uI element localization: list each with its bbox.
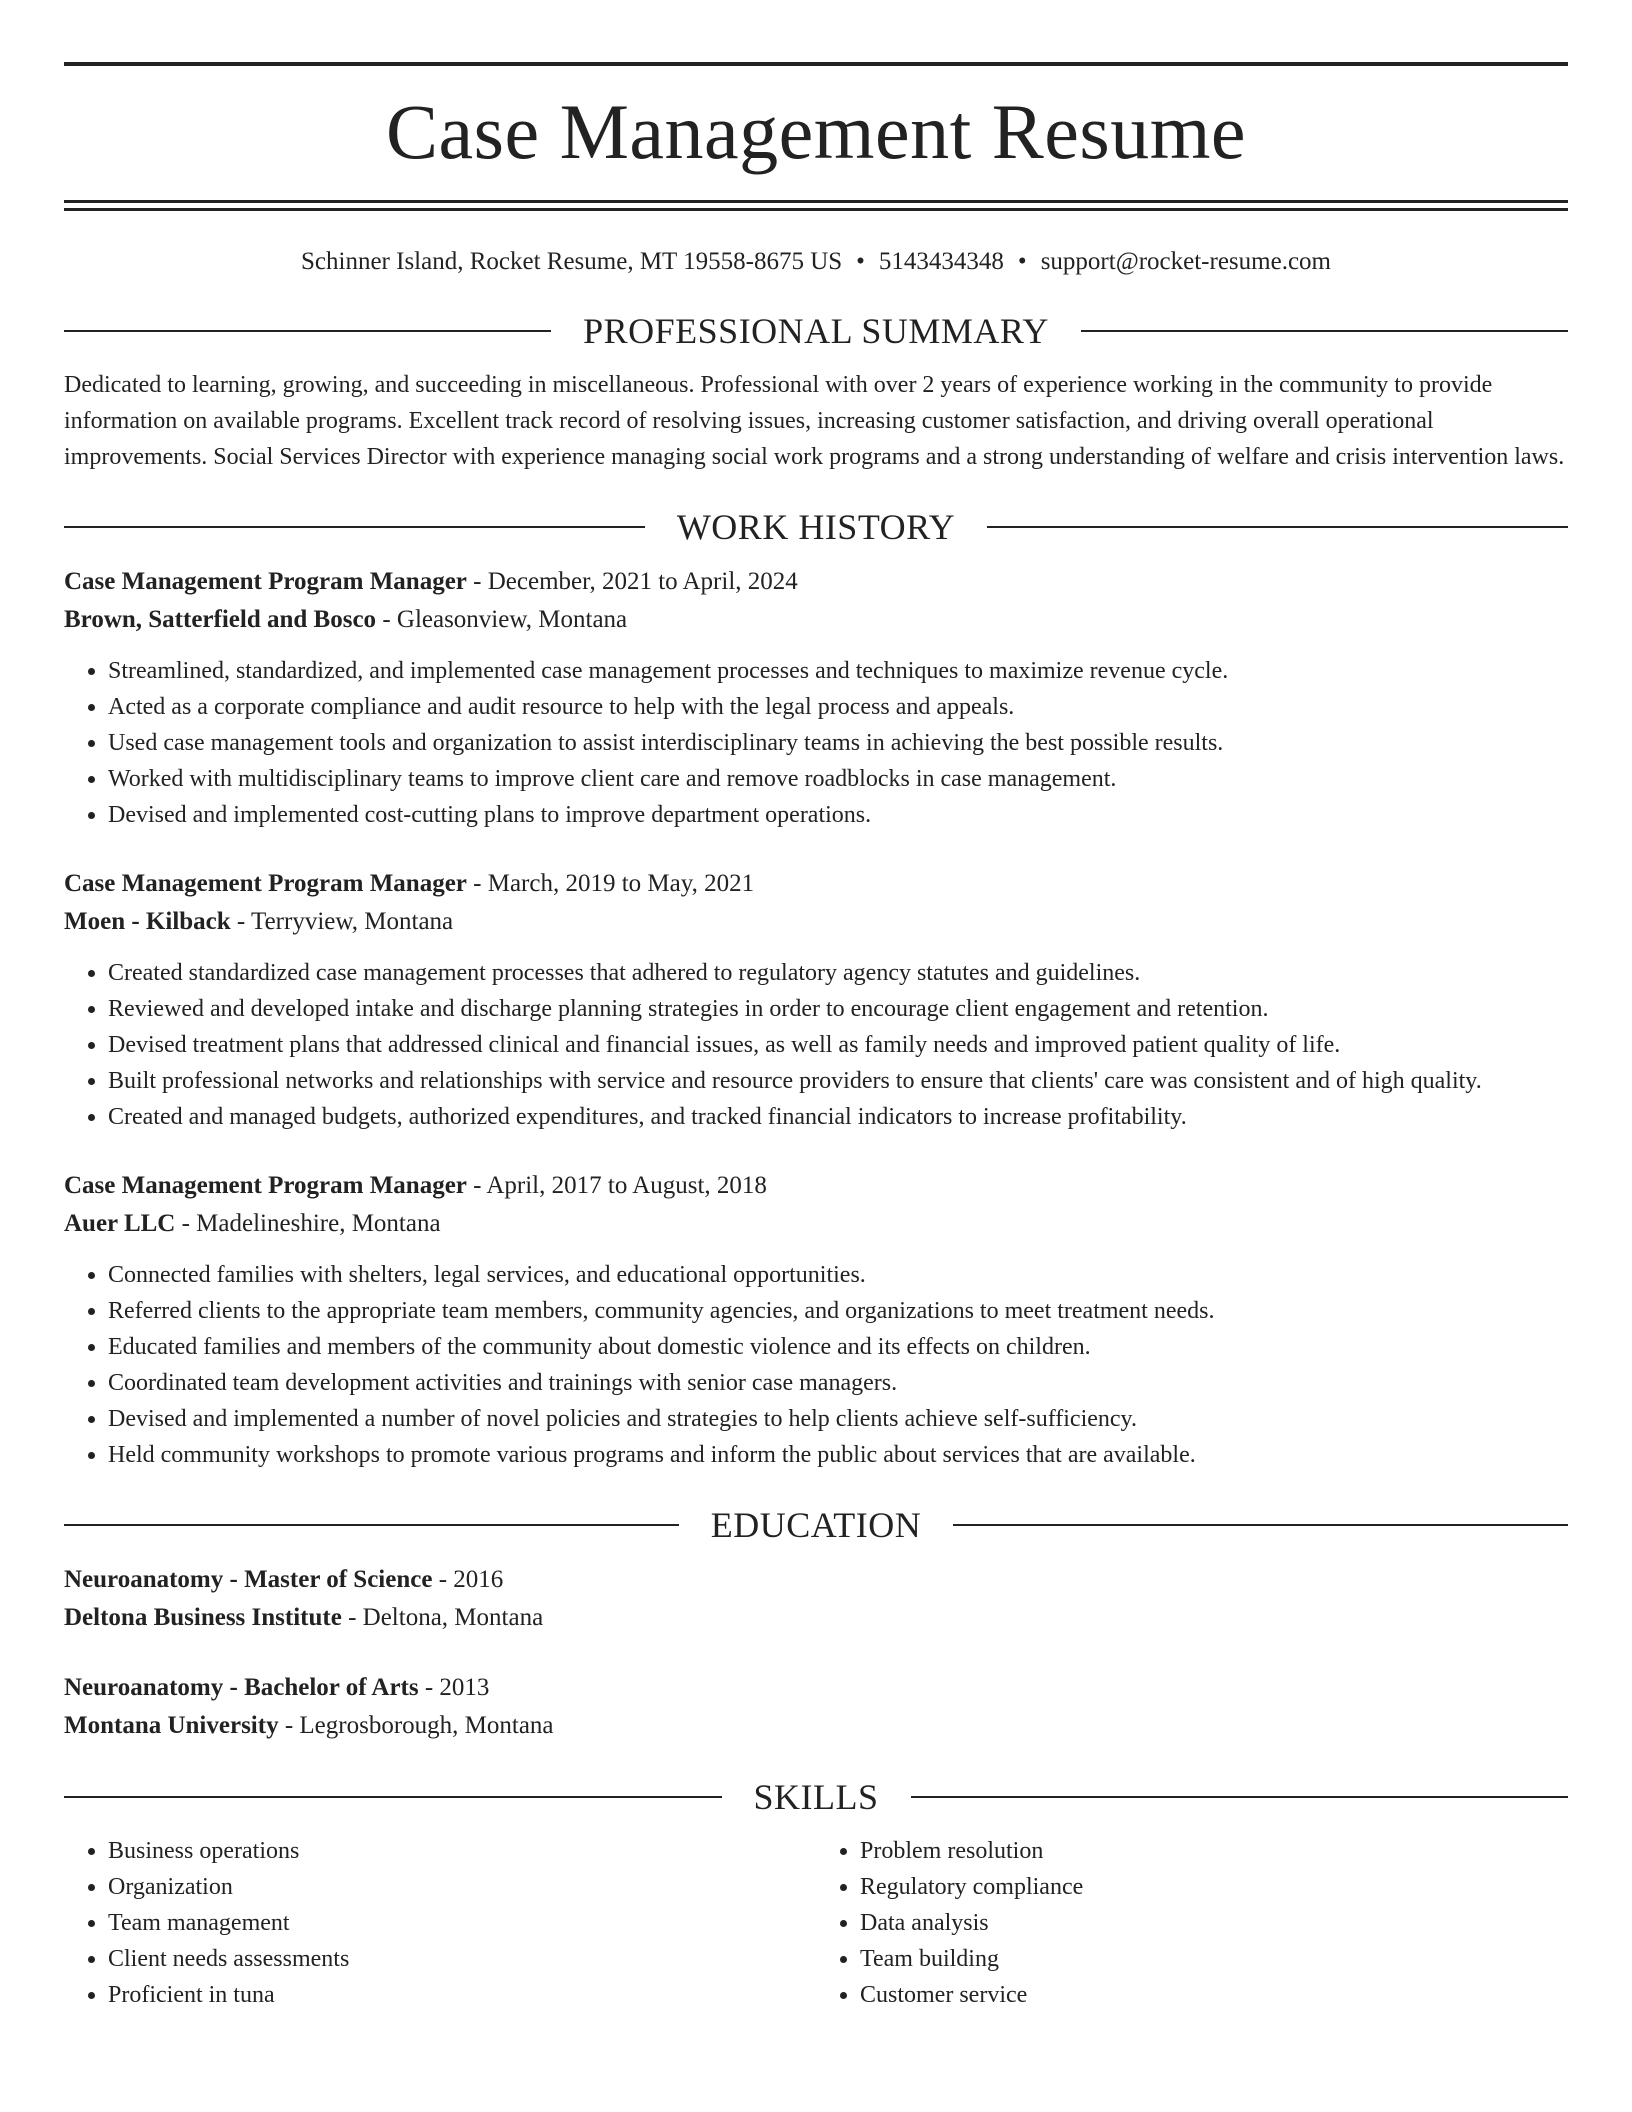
list-item: • Proficient in tuna (108, 1977, 816, 2013)
school-line (64, 1707, 1568, 1745)
degree-line (64, 1669, 1568, 1707)
section-header-skills (64, 1775, 1568, 1819)
job-title: Case Management Program Manager (64, 1172, 467, 1199)
section-header-summary (64, 309, 1568, 353)
list-item: • Regulatory compliance (860, 1869, 1568, 1905)
list-item: • Connected families with shelters, legal services, and educational opportunities. (108, 1257, 1568, 1293)
job-location: - Madelineshire, Montana (175, 1210, 441, 1237)
section-rule (64, 1524, 679, 1526)
job-company: Brown, Satterfield and Bosco (64, 606, 377, 633)
job-title: Case Management Program Manager (64, 870, 467, 897)
list-item: • Created standardized case management processes that adhered to regulatory agency statutes and guidelines. (108, 955, 1568, 991)
top-rule (64, 62, 1568, 66)
title-double-rule (64, 200, 1568, 211)
skills-left-list (64, 1833, 816, 2013)
degree-year: - 2013 (418, 1674, 490, 1701)
list-item: • Team building (860, 1941, 1568, 1977)
job-location: - Terryview, Montana (230, 908, 454, 935)
section-header-work (64, 505, 1568, 549)
list-item: • Team management (108, 1905, 816, 1941)
list-item: • Held community workshops to promote various programs and inform the public about services that are available. (108, 1437, 1568, 1473)
contact-email: support@rocket-resume.com (1040, 248, 1331, 275)
section-rule (64, 526, 645, 528)
degree: Neuroanatomy - Bachelor of Arts (64, 1674, 419, 1701)
education-entry (64, 1561, 1568, 1637)
skills-columns (64, 1833, 1568, 2013)
section-title: WORK HISTORY (676, 507, 956, 547)
skills-right-list (816, 1833, 1568, 2013)
school-location: - Legrosborough, Montana (278, 1712, 554, 1739)
education-entry (64, 1669, 1568, 1745)
contact-address: Schinner Island, Rocket Resume, MT 19558-8675 US (301, 248, 843, 275)
document-title: Case Management Resume (385, 88, 1247, 175)
section-title: SKILLS (753, 1777, 879, 1817)
school: Deltona Business Institute (64, 1604, 342, 1631)
job-entry (64, 1167, 1568, 1473)
job-dates: - March, 2019 to May, 2021 (466, 870, 755, 897)
degree: Neuroanatomy - Master of Science (64, 1566, 433, 1593)
job-entry (64, 865, 1568, 1135)
list-item: • Devised and implemented cost-cutting plans to improve department operations. (108, 797, 1568, 833)
degree-line (64, 1561, 1568, 1599)
job-company: Auer LLC (64, 1210, 176, 1237)
section-rule (987, 526, 1568, 528)
list-item: • Educated families and members of the community about domestic violence and its effects on children. (108, 1329, 1568, 1365)
job-bullets (64, 1257, 1568, 1473)
job-title-line (64, 865, 1568, 903)
job-title: Case Management Program Manager (64, 568, 467, 595)
section-title: EDUCATION (710, 1505, 922, 1545)
list-item: • Streamlined, standardized, and implemented case management processes and techniques to maximize revenue cycle. (108, 653, 1568, 689)
school: Montana University (64, 1712, 279, 1739)
list-item: • Coordinated team development activities and trainings with senior case managers. (108, 1365, 1568, 1401)
school-line (64, 1599, 1568, 1637)
job-title-line (64, 563, 1568, 601)
job-company: Moen - Kilback (64, 908, 231, 935)
list-item: • Reviewed and developed intake and discharge planning strategies in order to encourage client engagement and retention. (108, 991, 1568, 1027)
section-rule (64, 1796, 722, 1798)
list-item: • Client needs assessments (108, 1941, 816, 1977)
list-item: • Worked with multidisciplinary teams to improve client care and remove roadblocks in case management. (108, 761, 1568, 797)
summary-text: Dedicated to learning, growing, and succeeding in miscellaneous. Professional with over 2 years of experience working in the community to provide information on available programs. Excellent track record of resolving issues, increasing customer satisfaction, and driving overall operational improvements. Social Services Director with experience managing social work programs and a strong understanding of welfare and crisis intervention laws. (64, 372, 1565, 470)
list-item: • Business operations (108, 1833, 816, 1869)
job-location: - Gleasonview, Montana (376, 606, 628, 633)
contact-separator: • (856, 248, 865, 275)
list-item: • Created and managed budgets, authorized expenditures, and tracked financial indicators to increase profitability. (108, 1099, 1568, 1135)
job-dates: - April, 2017 to August, 2018 (466, 1172, 767, 1199)
section-rule (953, 1524, 1568, 1526)
list-item: • Customer service (860, 1977, 1568, 2013)
section-header-education (64, 1503, 1568, 1547)
section-rule (1081, 330, 1568, 332)
section-rule (911, 1796, 1569, 1798)
job-title-line (64, 1167, 1568, 1205)
degree-year: - 2016 (432, 1566, 504, 1593)
section-title: PROFESSIONAL SUMMARY (583, 311, 1049, 351)
job-company-line (64, 601, 1568, 639)
contact-separator: • (1017, 248, 1027, 275)
school-location: - Deltona, Montana (341, 1604, 544, 1631)
list-item: • Referred clients to the appropriate team members, community agencies, and organizations to meet treatment needs. (108, 1293, 1568, 1329)
contact-line (64, 245, 1568, 279)
job-dates: - December, 2021 to April, 2024 (466, 568, 798, 595)
job-bullets (64, 955, 1568, 1135)
job-company-line (64, 1205, 1568, 1243)
list-item: • Acted as a corporate compliance and audit resource to help with the legal process and appeals. (108, 689, 1568, 725)
job-entry (64, 563, 1568, 833)
job-company-line (64, 903, 1568, 941)
list-item: • Organization (108, 1869, 816, 1905)
list-item: • Data analysis (860, 1905, 1568, 1941)
list-item: • Problem resolution (860, 1833, 1568, 1869)
list-item: • Devised and implemented a number of novel policies and strategies to help clients achieve self-sufficiency. (108, 1401, 1568, 1437)
section-rule (64, 330, 551, 332)
list-item: • Built professional networks and relationships with service and resource providers to ensure that clients' care was consistent and of high quality. (108, 1063, 1568, 1099)
list-item: • Used case management tools and organization to assist interdisciplinary teams in achieving the best possible results. (108, 725, 1568, 761)
contact-phone: 5143434348 (878, 248, 1004, 275)
job-bullets (64, 653, 1568, 833)
list-item: • Devised treatment plans that addressed clinical and financial issues, as well as family needs and improved patient quality of life. (108, 1027, 1568, 1063)
